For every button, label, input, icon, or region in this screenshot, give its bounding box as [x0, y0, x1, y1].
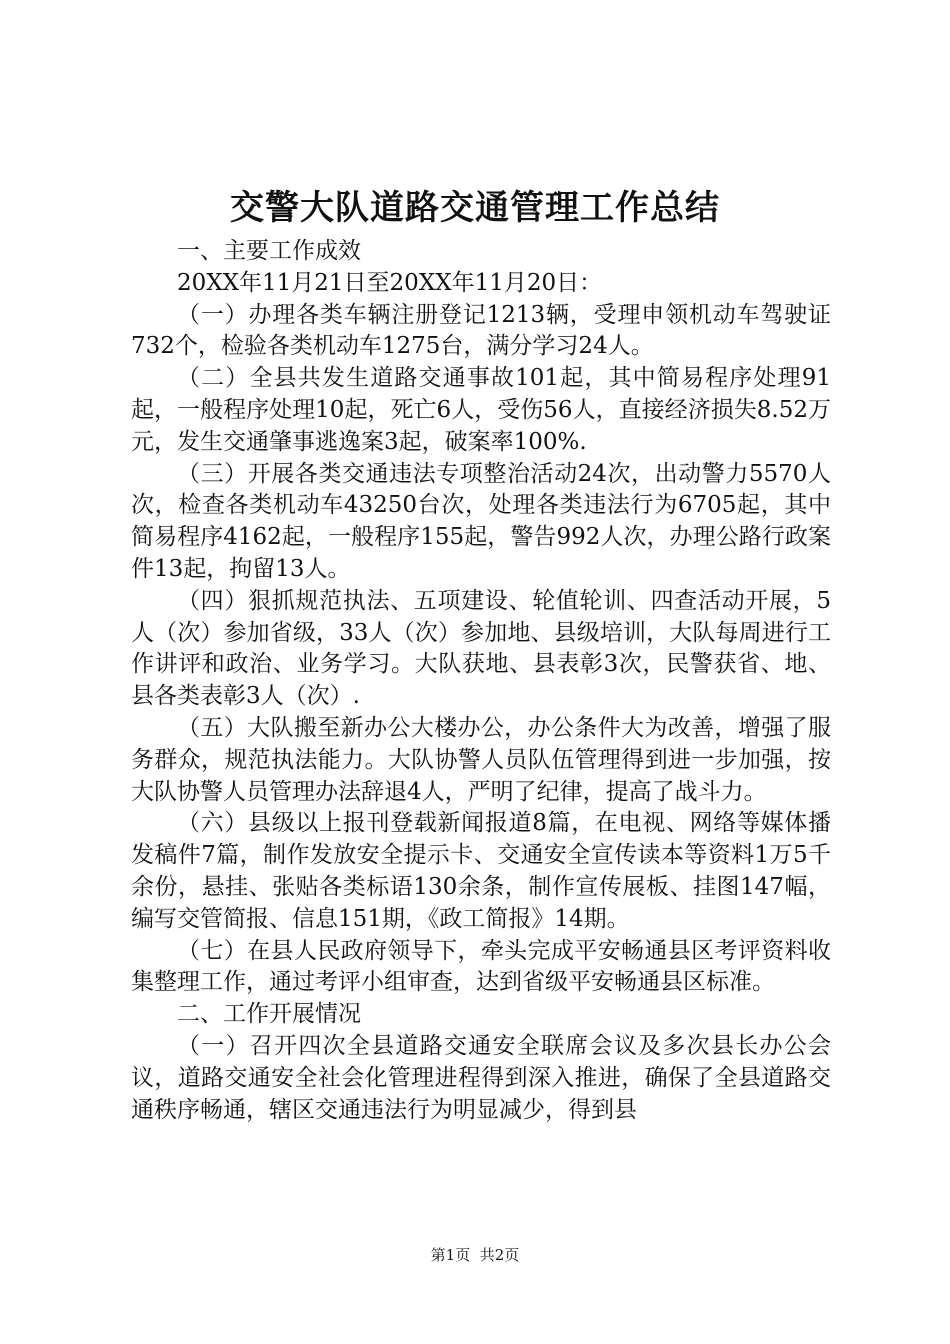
- paragraph-item-6: （六）县级以上报刊登载新闻报道8篇，在电视、网络等媒体播发稿件7篇，制作发放安全提示卡、交通安全宣传读本等资料1万5千余份，悬挂、张贴各类标语130余条，制作宣传展板、挂图147幅，编写交管简报、信息151期，《政工简报》14期。: [131, 810, 831, 932]
- section-heading-1: 一、主要工作成效: [177, 238, 361, 264]
- date-range-line: 20XX年11月21日至20XX年11月20日：: [177, 269, 603, 296]
- paragraph-item-5: （五）大队搬至新办公大楼办公，办公条件大为改善，增强了服务群众，规范执法能力。大队协警人员队伍管理得到进一步加强，按大队协警人员管理办法辞退4人，严明了纪律，提高了战斗力。: [131, 714, 831, 805]
- document-body: [131, 236, 831, 1126]
- paragraph-section2-item-1: （一）召开四次全县道路交通安全联席会议及多次县长办公会议，道路交通安全社会化管理进程得到深入推进，确保了全县道路交通秩序畅通，辖区交通违法行为明显减少，得到县: [131, 1032, 831, 1123]
- page-footer: [0, 1244, 950, 1266]
- paragraph-item-3: （三）开展各类交通违法专项整治活动24次，出动警力5570人次，检查各类机动车43250台次，处理各类违法行为6705起，其中简易程序4162起，一般程序155起，警告992人次，办理公路行政案件13起，拘留13人。: [131, 460, 831, 582]
- page-total: 共2页: [479, 1246, 520, 1264]
- paragraph-item-4: （四）狠抓规范执法、五项建设、轮值轮训、四查活动开展，5人（次）参加省级，33人（次）参加地、县级培训，大队每周进行工作讲评和政治、业务学习。大队获地、县表彰3次，民警获省、地、县各类表彰3人（次）.: [131, 587, 831, 710]
- section-heading-2: 二、工作开展情况: [177, 1001, 361, 1028]
- document-title: 交警大队道路交通管理工作总结: [230, 188, 720, 228]
- paragraph-item-2: （二）全县共发生道路交通事故101起，其中简易程序处理91起，一般程序处理10起，死亡6人，受伤56人，直接经济损失8.52万元，发生交通肇事逃逸案3起，破案率100%.: [131, 365, 831, 455]
- paragraph-item-1: （一）办理各类车辆注册登记1213辆，受理申领机动车驾驶证732个，检验各类机动车1275台，满分学习24人。: [131, 301, 831, 360]
- paragraph-item-7: （七）在县人民政府领导下，牵头完成平安畅通县区考评资料收集整理工作，通过考评小组审查，达到省级平安畅通县区标准。: [131, 937, 831, 996]
- page-number: 第1页: [430, 1246, 471, 1264]
